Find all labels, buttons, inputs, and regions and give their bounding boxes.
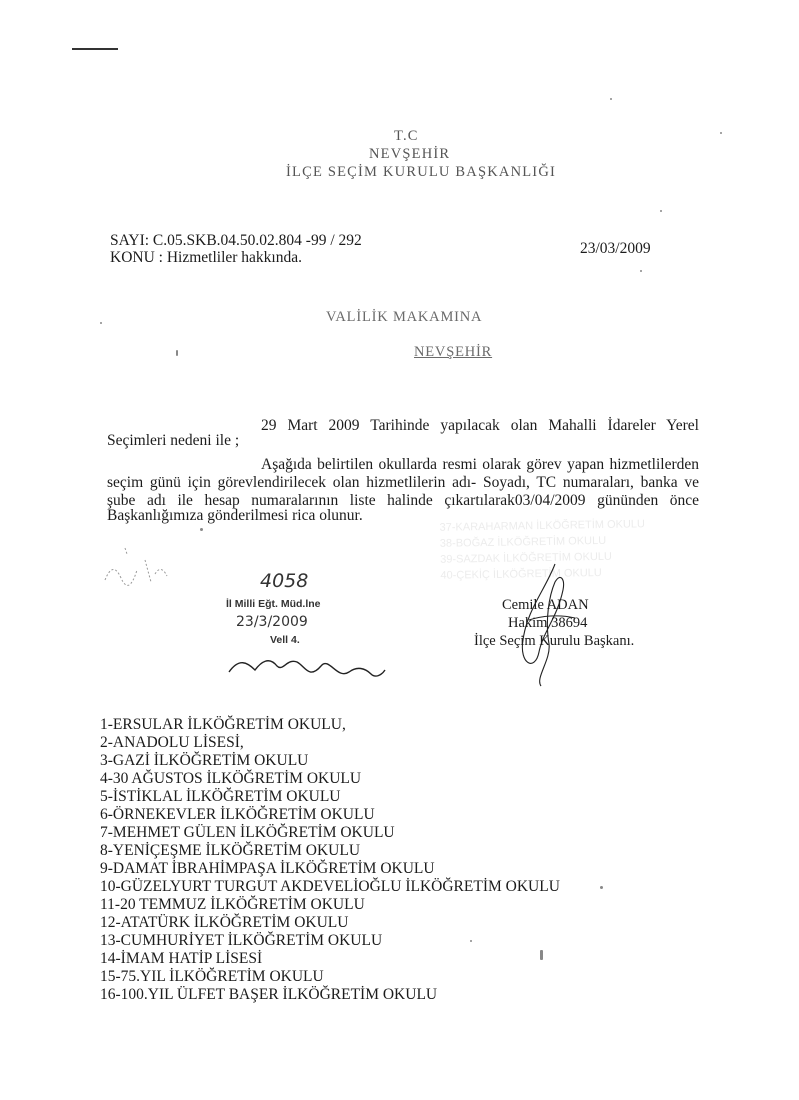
scan-speck [600, 886, 603, 889]
scan-speck [176, 350, 178, 356]
reference-subject: KONU : Hizmetliler hakkında. [110, 249, 302, 266]
addressee-title: VALİLİK MAKAMINA [326, 309, 483, 325]
scan-speck [100, 322, 102, 324]
list-item: 4-30 AĞUSTOS İLKÖĞRETİM OKULU [100, 770, 362, 787]
list-item: 14-İMAM HATİP LİSESİ [100, 950, 263, 967]
paragraph-2-line: seçim günü için görevlendirilecek olan hizmetlilerin adı- Soyadı, TC numaraları, banka ve [107, 474, 699, 491]
list-item: 11-20 TEMMUZ İLKÖĞRETİM OKULU [100, 896, 365, 913]
list-item: 10-GÜZELYURT TURGUT AKDEVELİOĞLU İLKÖĞRETİM OKULU [100, 878, 560, 895]
bleed-line: 40-ÇEKİÇ İLKÖĞRETİM OKULU [440, 566, 602, 582]
list-item: 9-DAMAT İBRAHİMPAŞA İLKÖĞRETİM OKULU [100, 860, 435, 877]
initials-scribble [225, 640, 390, 690]
list-item: 2-ANADOLU LİSESİ, [100, 734, 244, 751]
bleed-line: 39-SAZDAK İLKÖĞRETİM OKULU [440, 550, 612, 566]
stamp-page: Vell 4. [270, 634, 300, 646]
list-item: 6-ÖRNEKEVLER İLKÖĞRETİM OKULU [100, 806, 375, 823]
paragraph-2-line: şube adı ile hesap numaralarının liste halinde çıkartılarak03/04/2009 gününden önce [107, 492, 699, 509]
scan-speck [720, 132, 722, 134]
signer-name: Cemile ADAN [502, 597, 589, 613]
scan-mark [72, 48, 118, 50]
scan-speck [640, 270, 642, 272]
scan-speck [540, 950, 543, 960]
addressee-city: NEVŞEHİR [414, 344, 493, 360]
paragraph-1-continued: Seçimleri nedeni ile ; [107, 432, 240, 449]
document-date: 23/03/2009 [580, 240, 651, 257]
signer-title: Hakim 38694 [508, 615, 588, 631]
list-item: 12-ATATÜRK İLKÖĞRETİM OKULU [100, 914, 349, 931]
scan-speck [610, 98, 612, 100]
stamp-number: 4058 [260, 570, 309, 592]
paragraph-2-indent: Aşağıda belirtilen okullarda resmi olarak görev yapan hizmetlilerden [261, 456, 699, 473]
header-tc: T.C [394, 128, 419, 144]
incoming-stamp [222, 570, 392, 650]
reference-number: SAYI: C.05.SKB.04.50.02.804 -99 / 292 [110, 232, 362, 249]
list-item: 16-100.YIL ÜLFET BAŞER İLKÖĞRETİM OKULU [100, 986, 438, 1003]
list-item: 13-CUMHURİYET İLKÖĞRETİM OKULU [100, 932, 383, 949]
list-item: 5-İSTİKLAL İLKÖĞRETİM OKULU [100, 788, 341, 805]
paragraph-1-indent: 29 Mart 2009 Tarihinde yapılacak olan Mahalli İdareler Yerel [261, 417, 699, 434]
scan-speck [660, 210, 662, 212]
list-item: 3-GAZİ İLKÖĞRETİM OKULU [100, 752, 309, 769]
list-item: 15-75.YIL İLKÖĞRETİM OKULU [100, 968, 324, 985]
stamp-office: İl Milli Eğt. Müd.lne [226, 598, 321, 610]
paragraph-2-last-line: Başkanlığımıza gönderilmesi rica olunur. [107, 507, 363, 524]
scan-speck [200, 528, 203, 531]
list-item: 1-ERSULAR İLKÖĞRETİM OKULU, [100, 716, 346, 733]
faint-scribble [95, 540, 175, 590]
header-office: İLÇE SEÇİM KURULU BAŞKANLIĞI [286, 164, 557, 180]
header-city: NEVŞEHİR [369, 146, 451, 162]
scan-speck [470, 940, 472, 942]
signer-role: İlçe Seçim Kurulu Başkanı. [474, 633, 635, 649]
stamp-date: 23/3/2009 [236, 614, 308, 630]
list-item: 8-YENİÇEŞME İLKÖĞRETİM OKULU [100, 842, 361, 859]
list-item: 7-MEHMET GÜLEN İLKÖĞRETİM OKULU [100, 824, 395, 841]
school-list [100, 716, 560, 1004]
bleed-line: 37-KARAHARMAN İLKÖĞRETİM OKULU [439, 518, 646, 534]
bleed-line: 38-BOĞAZ İLKÖĞRETİM OKULU [439, 534, 607, 550]
